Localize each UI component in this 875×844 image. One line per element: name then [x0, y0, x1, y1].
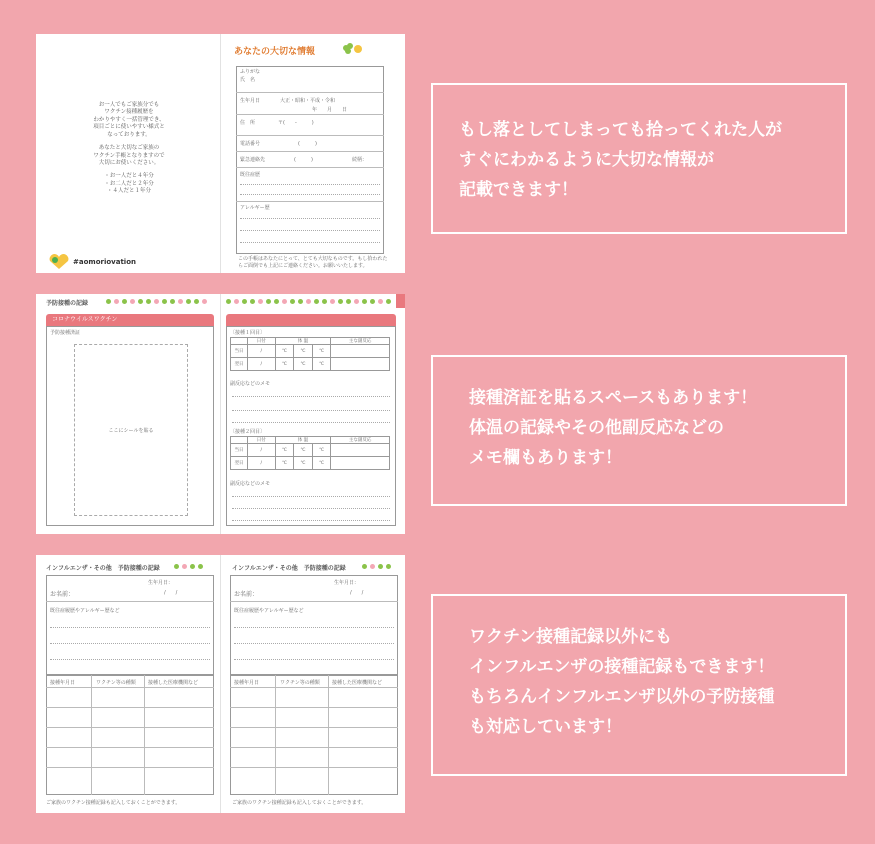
callout-info — [431, 83, 847, 234]
phone-paren: ( ) — [298, 141, 317, 147]
flu-history-left: 既往症履歴やアレルギー歴など — [50, 608, 120, 614]
intro-bullet: ・お二人だと２年分 — [104, 180, 154, 187]
info-footer: この手帳はあなたにとって、とても大切なものです。もし拾われたらご面倒でも上記にご連絡ください。お願いいたします。 — [238, 256, 388, 269]
birth-label: 生年月日 — [240, 98, 261, 104]
intro-line: わかりやすく一括管理でき、 — [93, 116, 165, 123]
date-slashes: / / — [350, 590, 364, 596]
flu-col1-right: 接種年月日 — [234, 680, 260, 686]
covid-bar-left: コロナウイルスワクチン — [46, 314, 214, 326]
dose2-label: 〔接種２回目〕 — [230, 429, 266, 435]
callout-line: 接種済証を貼るスペースもあります！ — [469, 388, 758, 408]
callout-line: 記載できます！ — [459, 180, 578, 200]
callout-line: すぐにわかるように大切な情報が — [459, 150, 714, 170]
callout-line: インフルエンザの接種記録もできます！ — [469, 657, 775, 677]
decorative-dots — [362, 564, 391, 569]
sticker-label: ここにシールを貼る — [108, 427, 154, 434]
clover-icon — [338, 40, 364, 58]
flu-birth-left: 生年月日： — [148, 580, 174, 586]
flu-col2-right: ワクチン等の種類 — [280, 680, 320, 686]
flu-header-left: インフルエンザ・その他 予防接種の記録 — [46, 565, 160, 572]
col-temp: 体 温 — [275, 338, 331, 345]
era-options: 大正・昭和・平成・令和 — [280, 98, 336, 104]
intro-line: 大切にお使いください。 — [98, 159, 160, 166]
booklet-spread-info — [36, 34, 405, 273]
col-side: 主な副反応 — [331, 338, 390, 345]
col-date: 日付 — [248, 338, 276, 345]
callout-line: もちろんインフルエンザ以外の予防接種 — [469, 687, 775, 707]
flu-birth-right: 生年月日： — [334, 580, 360, 586]
intro-line: ワクチン手帳となりますので — [93, 152, 165, 159]
callout-line: もし落としてしまっても拾ってくれた人が — [459, 120, 782, 140]
aomori-logo — [48, 254, 136, 270]
flu-left-table — [46, 675, 214, 795]
emergency-paren: ( ) — [294, 157, 313, 163]
row-today: 当日 — [231, 345, 248, 358]
row-next: 翌日 — [231, 457, 248, 470]
allergy-label: アレルギー歴 — [240, 205, 270, 211]
intro-line: ワクチン接種履歴を — [104, 109, 154, 116]
intro-line: あなたと大切なご家族の — [98, 145, 160, 152]
booklet-spread-covid — [36, 294, 405, 534]
decorative-dots — [174, 564, 203, 569]
temperature-table-1: 日付 体 温 主な副反応 当日 / ℃ ℃ ℃ 翌日 / ℃ ℃ ℃ — [230, 337, 390, 371]
col-side: 主な副反応 — [331, 437, 390, 444]
page-fold — [220, 34, 221, 273]
memo-label-1: 副反応などのメモ — [230, 381, 271, 387]
intro-line: 項目ごとに使いやすい様式と — [93, 124, 165, 131]
logo-text: #aomoriovation — [73, 258, 136, 266]
callout-line: 体温の記録やその他副反応などの — [469, 418, 724, 438]
phone-label: 電話番号 — [240, 141, 261, 147]
flu-col1-left: 接種年月日 — [50, 680, 76, 686]
tab-marker — [396, 294, 405, 308]
heart-logo-icon — [48, 254, 70, 270]
flu-footer-right: ご家族のワクチン接種記録も記入しておくことができます。 — [232, 800, 367, 806]
col-date: 日付 — [248, 437, 276, 444]
callout-line: メモ欄もあります！ — [469, 448, 622, 468]
history-label: 既往症歴 — [240, 172, 261, 178]
covid-bar-right — [226, 314, 396, 326]
callout-covid — [431, 355, 847, 506]
furigana-label: ふりがな — [240, 69, 261, 75]
flu-right-table — [230, 675, 398, 795]
decorative-dots — [226, 299, 391, 304]
flu-history-right: 既往症履歴やアレルギー歴など — [234, 608, 304, 614]
emergency-label: 緊急連絡先 — [240, 157, 266, 163]
intro-bullet: ・４人だと１年分 — [106, 188, 151, 195]
callout-line: ワクチン接種記録以外にも — [469, 627, 673, 647]
date-slashes: / / — [164, 590, 178, 596]
intro-line: お一人でもご家族分でも — [98, 102, 160, 108]
cert-label: 予防接種済証 — [50, 330, 81, 336]
decorative-dots — [106, 299, 207, 304]
flu-col3-left: 接種した医療機関など — [148, 680, 199, 686]
flu-footer-left: ご家族のワクチン接種記録も記入しておくことができます。 — [46, 800, 181, 806]
temperature-table-2: 日付 体 温 主な副反応 当日 / ℃ ℃ ℃ 翌日 / ℃ ℃ ℃ — [230, 436, 390, 470]
row-today: 当日 — [231, 444, 248, 457]
memo-label-2: 副反応などのメモ — [230, 481, 271, 487]
callout-influenza — [431, 594, 847, 776]
callout-line: も対応しています！ — [469, 717, 622, 737]
relation-label: 続柄： — [352, 157, 368, 163]
sticker-area — [74, 344, 188, 516]
ymd-label: 年 月 日 — [312, 107, 348, 113]
flu-name-right: お名前： — [234, 591, 259, 598]
dose1-label: 〔接種１回目〕 — [230, 330, 266, 336]
flu-col2-left: ワクチン等の種類 — [96, 680, 136, 686]
flu-col3-right: 接種した医療機関など — [332, 680, 383, 686]
intro-bullet: ・お一人だと４年分 — [104, 173, 154, 180]
covid-header: 予防接種の記録 — [46, 300, 89, 307]
col-temp: 体 温 — [275, 437, 331, 444]
name-label: 氏 名 — [240, 77, 256, 83]
row-next: 翌日 — [231, 358, 248, 371]
postal-label: 〒( - ) — [278, 120, 314, 126]
booklet-spread-influenza — [36, 555, 405, 813]
flu-header-right: インフルエンザ・その他 予防接種の記録 — [232, 565, 346, 572]
intro-line: なっております。 — [107, 131, 151, 138]
info-title: あなたの大切な情報 — [234, 47, 316, 57]
flu-name-left: お名前： — [50, 591, 75, 598]
address-label: 住 所 — [240, 120, 256, 126]
intro-text — [66, 102, 192, 196]
